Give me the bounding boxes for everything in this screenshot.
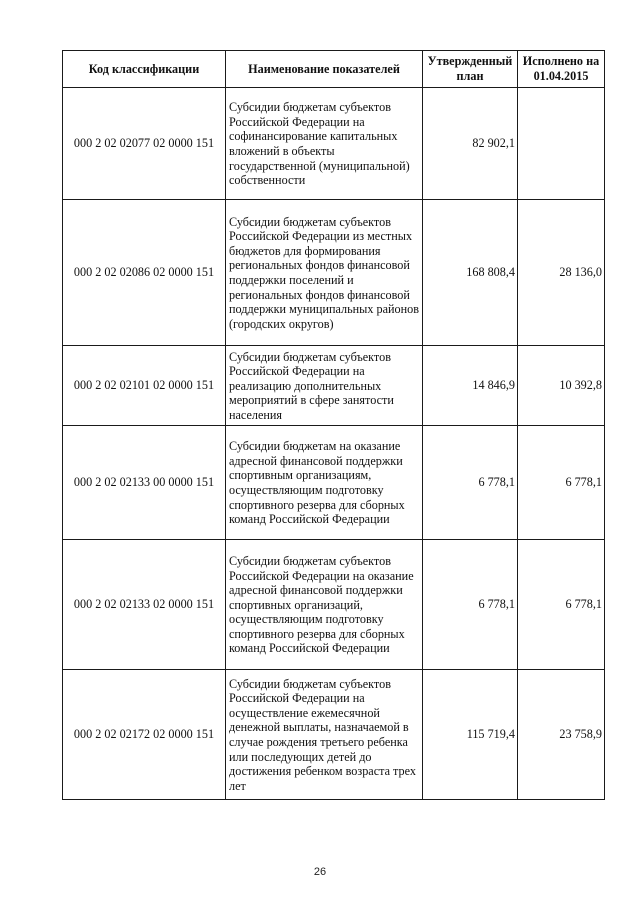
table-row — [63, 426, 605, 540]
header-done: Исполнено на 01.04.2015 — [518, 51, 605, 88]
table-row — [63, 88, 605, 200]
row-done: 10 392,8 — [518, 346, 605, 426]
table-row — [63, 670, 605, 800]
row-code: 000 2 02 02101 02 0000 151 — [63, 346, 226, 426]
row-done: 6 778,1 — [518, 426, 605, 540]
header-plan: Утвержденный план — [423, 51, 518, 88]
table-row — [63, 200, 605, 346]
row-code: 000 2 02 02086 02 0000 151 — [63, 200, 226, 346]
row-plan: 115 719,4 — [423, 670, 518, 800]
row-name: Субсидии бюджетам субъектов Российской Федерации на осуществление ежемесячной денежной выплаты, назначаемой в случае рождения третьего ребенка или последующих детей до достижения ребенком возраста трех лет — [226, 670, 423, 800]
row-name: Субсидии бюджетам субъектов Российской Федерации на реализацию дополнительных мероприятий в сфере занятости населения — [226, 346, 423, 426]
row-done: 23 758,9 — [518, 670, 605, 800]
budget-table — [62, 50, 605, 800]
page-number: 26 — [313, 866, 327, 878]
row-name: Субсидии бюджетам на оказание адресной финансовой поддержки спортивным организациям, осуществляющим подготовку спортивного резерва для сборных команд Российской Федерации — [226, 426, 423, 540]
row-code: 000 2 02 02077 02 0000 151 — [63, 88, 226, 200]
report-page — [62, 50, 604, 800]
row-code: 000 2 02 02133 02 0000 151 — [63, 540, 226, 670]
row-plan: 168 808,4 — [423, 200, 518, 346]
header-name: Наименование показателей — [226, 51, 423, 88]
table-header-row — [63, 51, 605, 88]
row-name: Субсидии бюджетам субъектов Российской Федерации на оказание адресной финансовой поддержки спортивных организаций, осуществляющим подготовку спортивного резерва для сборных команд Российской Федерации — [226, 540, 423, 670]
row-code: 000 2 02 02133 00 0000 151 — [63, 426, 226, 540]
row-code: 000 2 02 02172 02 0000 151 — [63, 670, 226, 800]
table-row — [63, 346, 605, 426]
row-name: Субсидии бюджетам субъектов Российской Федерации на софинансирование капитальных вложений в объекты государственной (муниципальной) собственности — [226, 88, 423, 200]
row-plan: 6 778,1 — [423, 426, 518, 540]
table-row — [63, 540, 605, 670]
row-plan: 14 846,9 — [423, 346, 518, 426]
row-plan: 82 902,1 — [423, 88, 518, 200]
row-done: 28 136,0 — [518, 200, 605, 346]
row-done — [518, 88, 605, 200]
row-done: 6 778,1 — [518, 540, 605, 670]
row-name: Субсидии бюджетам субъектов Российской Федерации из местных бюджетов для формирования региональных фондов финансовой поддержки поселений и региональных фондов финансовой поддержки муниципальных районов (городских округов) — [226, 200, 423, 346]
header-code: Код классификации — [63, 51, 226, 88]
row-plan: 6 778,1 — [423, 540, 518, 670]
